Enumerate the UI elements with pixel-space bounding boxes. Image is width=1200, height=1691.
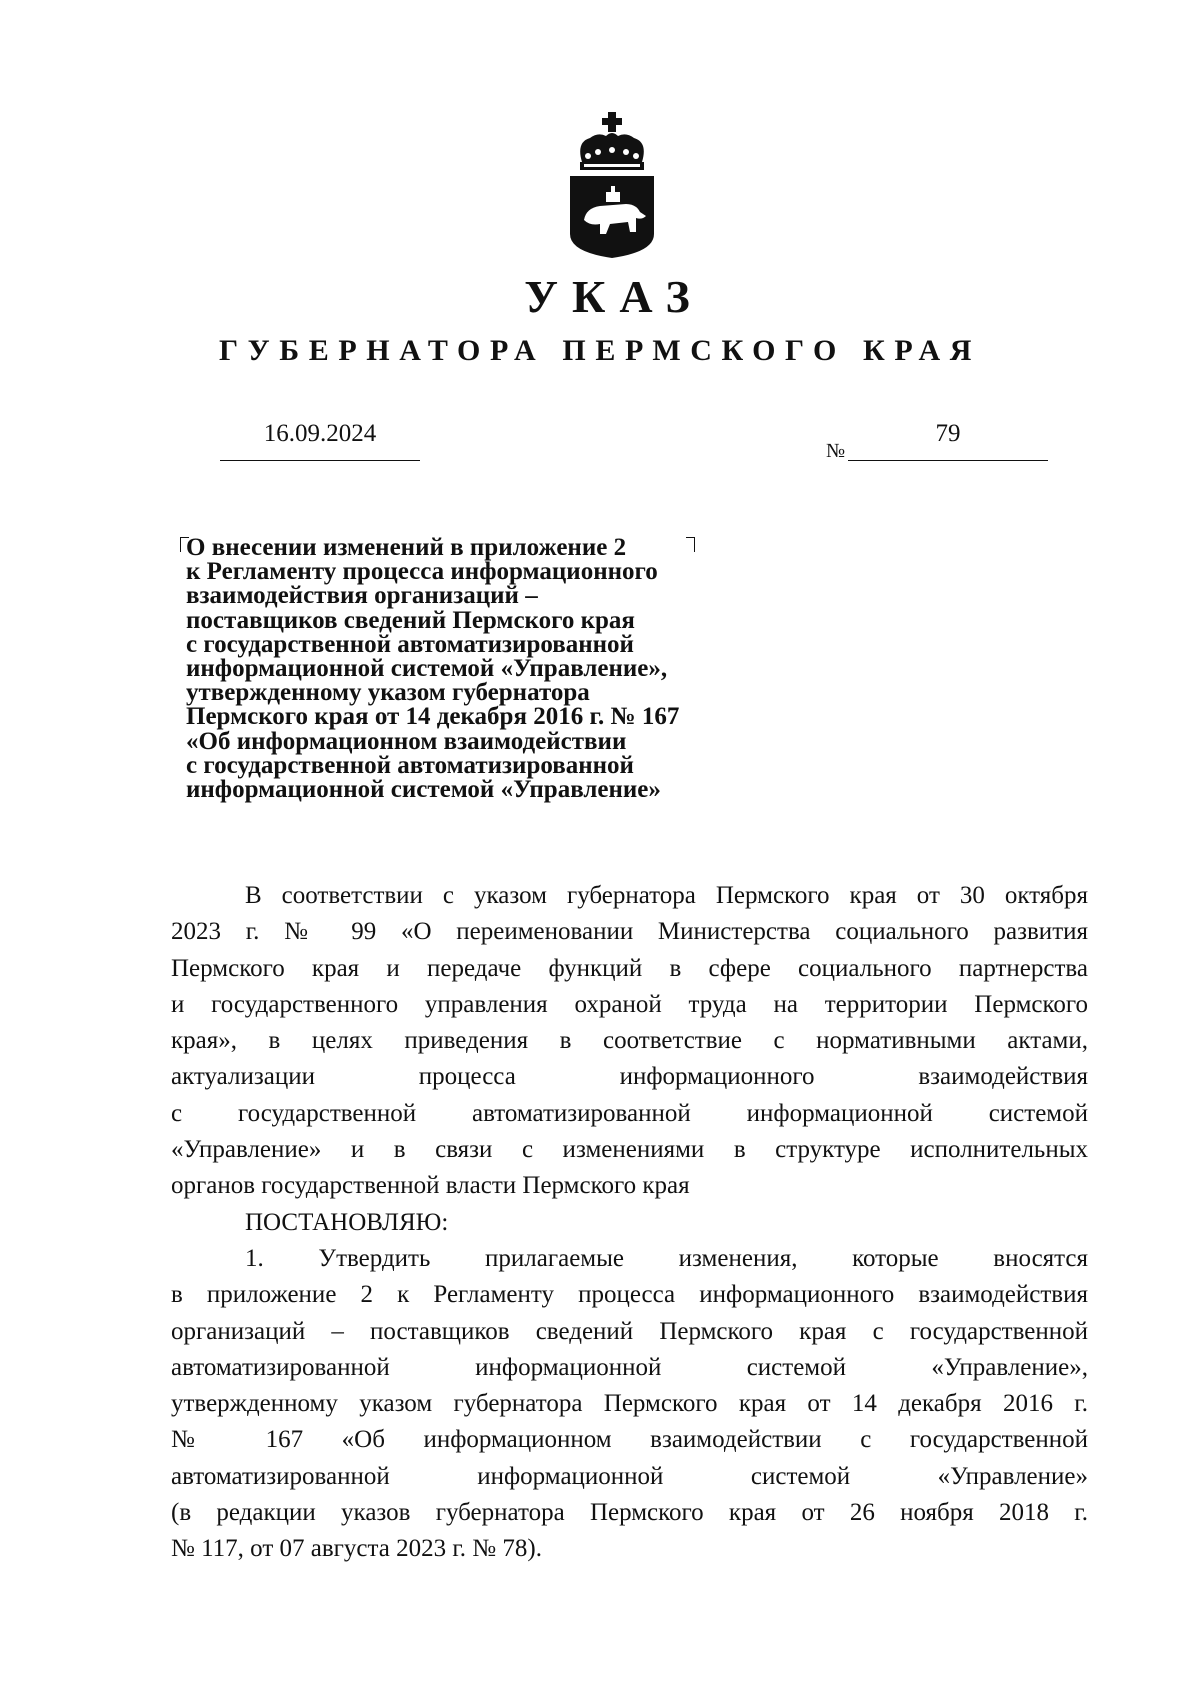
coat-of-arms-icon [566,112,658,262]
body-line: 1. Утвердить прилагаемые изменения, которые вносятся [245,1244,1088,1272]
heading-line: с государственной автоматизированной [186,751,634,779]
document-body [171,878,1088,1568]
document-number: 79 [935,420,961,447]
heading-line: О внесении изменений в приложение 2 [186,534,627,561]
body-line: Пермского края и передаче функций в сфере социального партнерства [171,954,1088,982]
body-line: организаций – поставщиков сведений Пермского края с государственной [171,1317,1088,1345]
decree-keyword: ПОСТАНОВЛЯЮ: [245,1208,449,1236]
body-line: № 117, от 07 августа 2023 г. № 78). [171,1535,542,1563]
document-subtitle: ГУБЕРНАТОРА ПЕРМСКОГО КРАЯ [218,334,981,367]
body-line: «Управление» и в связи с изменениями в структуре исполнительных [171,1136,1088,1164]
body-line: № 167 «Об информационном взаимодействии с государственной [171,1426,1088,1454]
heading-line: Пермского края от 14 декабря 2016 г. № 167 [186,703,680,731]
heading-line: к Регламенту процесса информационного [186,558,658,586]
body-line: автоматизированной информационной системой «Управление» [171,1462,1088,1490]
body-line: актуализации процесса информационного взаимодействия [171,1063,1088,1091]
body-line: в приложение 2 к Регламенту процесса информационного взаимодействия [171,1281,1088,1309]
body-line: автоматизированной информационной системой «Управление», [171,1353,1088,1381]
document-date: 16.09.2024 [263,420,377,447]
body-line: (в редакции указов губернатора Пермского края от 26 ноября 2018 г. [171,1499,1088,1527]
body-line: В соответствии с указом губернатора Пермского края от 30 октября [245,882,1088,909]
heading-line: утвержденному указом губернатора [186,679,590,707]
body-line: утвержденному указом губернатора Пермского края от 14 декабря 2016 г. [171,1390,1088,1418]
date-underline [220,460,420,461]
body-line: края», в целях приведения в соответствие с нормативными актами, [171,1027,1088,1055]
body-line: и государственного управления охраной труда на территории Пермского [171,990,1088,1018]
body-line: органов государственной власти Пермского края [171,1172,690,1200]
heading-line: информационной системой «Управление», [186,655,668,683]
body-line: 2023 г. № 99 «О переименовании Министерства социального развития [171,918,1088,946]
document-heading [186,536,826,802]
heading-line: с государственной автоматизированной [186,630,634,658]
body-line: с государственной автоматизированной информационной системой [171,1099,1088,1127]
document-title: УКАЗ [524,271,704,322]
number-sign: № [826,440,846,462]
heading-line: поставщиков сведений Пермского края [186,606,635,634]
heading-line: взаимодействия организаций – [186,582,538,610]
heading-line: «Об информационном взаимодействии [186,727,627,755]
number-underline [848,460,1048,461]
heading-line: информационной системой «Управление» [186,776,661,804]
